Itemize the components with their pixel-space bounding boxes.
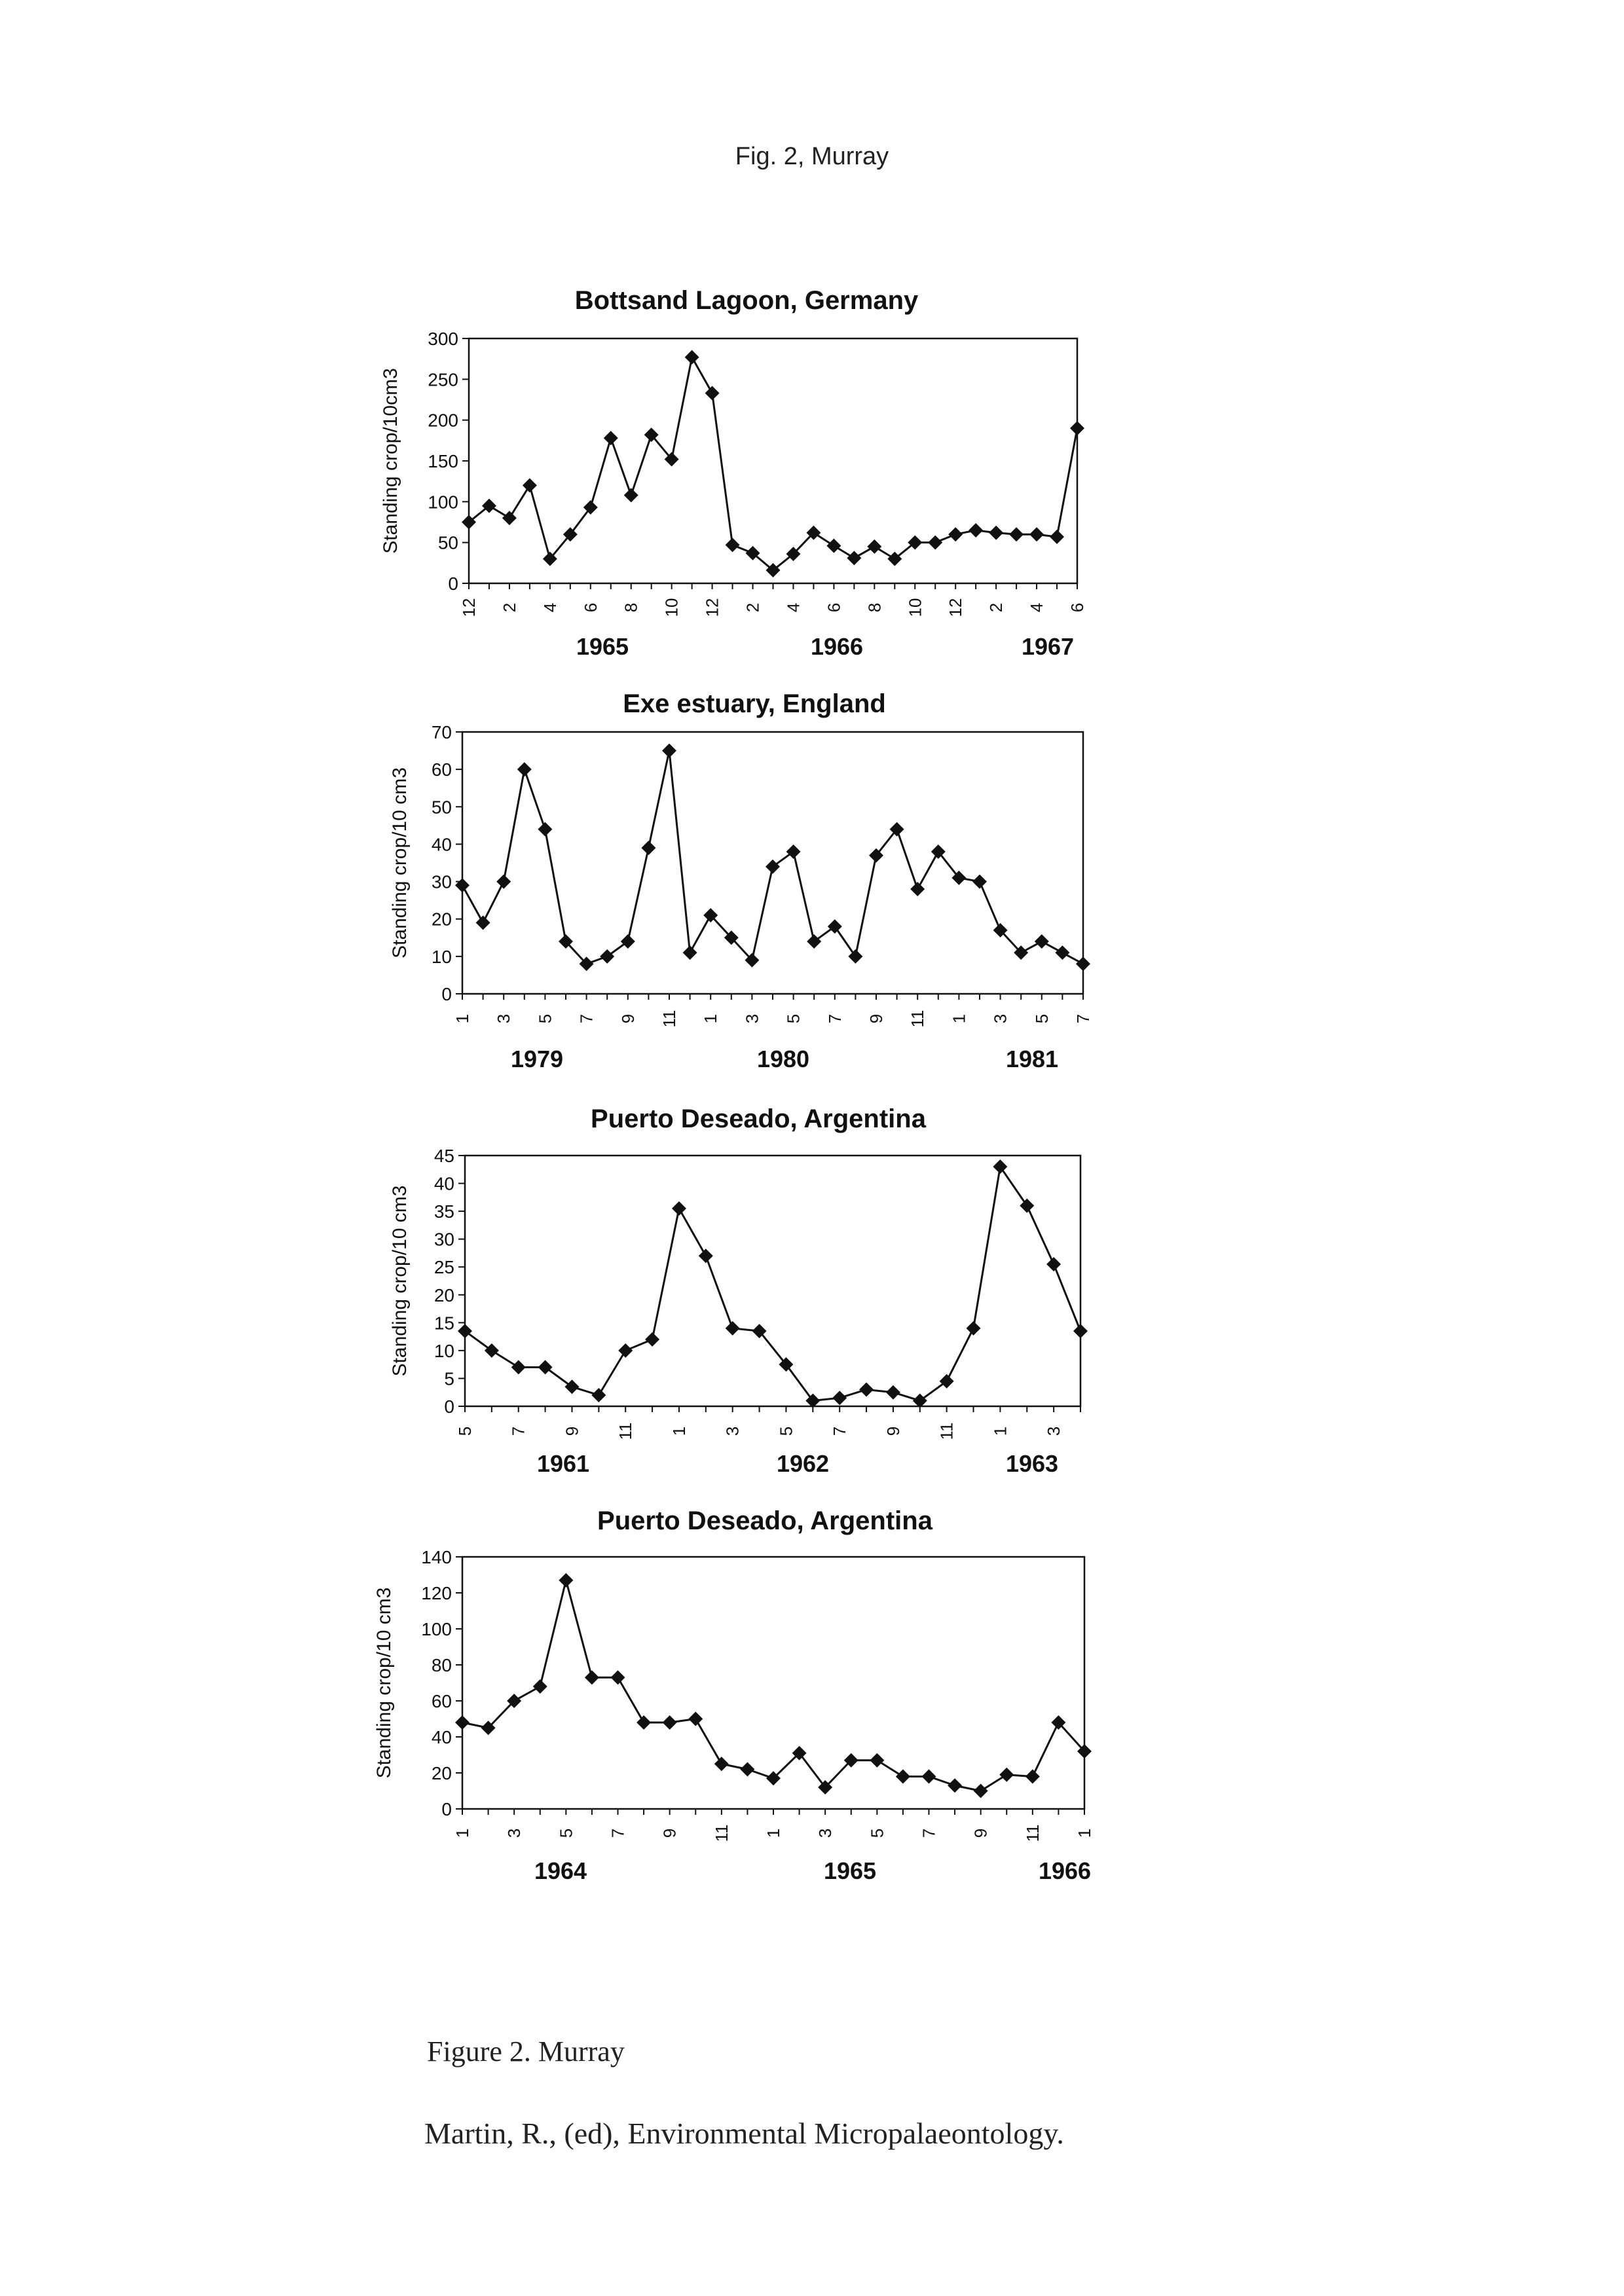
data-point — [826, 539, 841, 553]
figure-caption: Figure 2. Murray — [427, 2035, 625, 2068]
data-point — [705, 386, 720, 401]
series-line — [465, 1167, 1080, 1400]
x-tick-label: 12 — [459, 598, 479, 617]
data-point — [740, 1762, 754, 1777]
data-point — [847, 551, 861, 565]
data-point — [832, 1391, 847, 1405]
x-tick-label: 12 — [702, 598, 722, 617]
chart-1 — [380, 286, 1087, 660]
data-point — [886, 1385, 900, 1400]
x-tick-label: 3 — [504, 1828, 525, 1838]
year-label: 1964 — [534, 1857, 587, 1884]
x-tick-label: 4 — [1027, 602, 1047, 613]
data-point — [1055, 945, 1069, 960]
year-label: 1962 — [776, 1450, 830, 1477]
series-line — [469, 357, 1077, 570]
data-point — [1073, 1324, 1088, 1338]
x-tick-label: 7 — [576, 1013, 597, 1024]
y-tick-label: 0 — [441, 1799, 452, 1819]
data-point — [637, 1715, 651, 1730]
x-tick-label: 11 — [616, 1422, 636, 1440]
x-tick-label: 5 — [867, 1828, 887, 1838]
data-point — [583, 500, 598, 515]
data-point — [969, 523, 983, 538]
data-point — [699, 1248, 713, 1263]
data-point — [948, 527, 963, 541]
data-point — [585, 1670, 599, 1685]
data-point — [621, 934, 635, 949]
data-point — [662, 744, 676, 758]
data-point — [972, 875, 987, 889]
x-tick-label: 1 — [452, 1013, 472, 1024]
year-label: 1965 — [576, 633, 629, 660]
y-tick-label: 100 — [421, 1619, 452, 1639]
x-tick-label: 9 — [970, 1828, 991, 1838]
data-point — [533, 1679, 547, 1694]
data-point — [1046, 1257, 1061, 1271]
x-tick-label: 6 — [580, 602, 600, 613]
y-tick-label: 20 — [431, 909, 452, 930]
y-tick-label: 30 — [434, 1229, 454, 1250]
x-tick-label: 3 — [815, 1828, 836, 1838]
x-tick-label: 7 — [608, 1828, 628, 1838]
x-tick-label: 9 — [866, 1013, 886, 1024]
y-tick-label: 100 — [428, 492, 458, 513]
reference-text: Martin, R., (ed), Environmental Micropalaeontology. — [424, 2117, 1064, 2150]
data-point — [511, 1360, 526, 1374]
x-tick-label: 1 — [669, 1426, 689, 1436]
x-tick-label: 7 — [1073, 1013, 1093, 1024]
y-tick-label: 250 — [428, 369, 458, 390]
x-tick-label: 12 — [946, 598, 966, 617]
data-point — [928, 536, 942, 550]
x-tick-label: 11 — [711, 1824, 731, 1842]
y-tick-label: 20 — [434, 1285, 454, 1305]
data-point — [726, 1321, 740, 1336]
y-tick-label: 40 — [434, 1173, 454, 1194]
x-tick-label: 3 — [1044, 1426, 1064, 1436]
x-tick-label: 5 — [556, 1828, 576, 1838]
data-point — [896, 1770, 910, 1784]
x-tick-label: 3 — [990, 1013, 1010, 1024]
data-point — [1035, 934, 1049, 949]
data-point — [1076, 957, 1090, 971]
x-tick-label: 8 — [621, 602, 641, 613]
y-tick-label: 0 — [448, 574, 458, 594]
data-point — [989, 526, 1003, 540]
y-tick-label: 5 — [444, 1368, 454, 1389]
x-tick-label: 1 — [949, 1013, 969, 1024]
data-point — [517, 762, 532, 776]
x-tick-label: 7 — [919, 1828, 939, 1838]
x-tick-label: 9 — [618, 1013, 638, 1024]
year-label: 1967 — [1021, 633, 1075, 660]
x-tick-label: 2 — [986, 602, 1006, 613]
x-tick-label: 10 — [905, 598, 925, 617]
x-tick-label: 5 — [1031, 1013, 1052, 1024]
x-tick-label: 7 — [830, 1426, 850, 1436]
data-point — [523, 478, 537, 492]
data-point — [867, 539, 881, 554]
x-tick-label: 11 — [936, 1422, 957, 1440]
x-tick-label: 11 — [1022, 1824, 1043, 1842]
year-label: 1980 — [756, 1046, 810, 1072]
data-point — [611, 1670, 625, 1685]
x-tick-label: 6 — [824, 602, 844, 613]
data-point — [967, 1321, 981, 1336]
data-point — [859, 1382, 874, 1396]
data-point — [1025, 1770, 1040, 1784]
data-point — [910, 882, 925, 896]
data-point — [645, 1332, 659, 1347]
data-point — [672, 1201, 686, 1216]
plot-area-frame — [465, 1156, 1080, 1406]
data-point — [683, 945, 697, 960]
data-point — [496, 875, 511, 889]
x-tick-label: 2 — [499, 602, 519, 613]
y-tick-label: 50 — [431, 797, 452, 818]
x-tick-label: 11 — [908, 1010, 928, 1028]
y-tick-label: 40 — [431, 834, 452, 855]
y-tick-label: 45 — [434, 1146, 454, 1166]
y-tick-label: 150 — [428, 451, 458, 471]
data-point — [948, 1778, 962, 1793]
x-tick-label: 7 — [508, 1426, 528, 1436]
y-tick-label: 10 — [434, 1340, 454, 1361]
y-tick-label: 35 — [434, 1201, 454, 1222]
x-tick-label: 5 — [535, 1013, 555, 1024]
x-tick-label: 4 — [783, 602, 803, 613]
x-tick-label: 8 — [864, 602, 885, 613]
data-point — [1029, 527, 1044, 541]
x-tick-label: 1 — [452, 1828, 472, 1838]
y-tick-label: 30 — [431, 871, 452, 892]
x-tick-label: 7 — [824, 1013, 845, 1024]
data-point — [786, 845, 801, 859]
y-axis-label: Standing crop/10 cm3 — [373, 1587, 395, 1779]
data-point — [940, 1374, 954, 1389]
series-line — [462, 751, 1083, 964]
x-tick-label: 9 — [562, 1426, 582, 1436]
data-point — [455, 878, 470, 892]
data-point — [502, 511, 517, 525]
x-tick-label: 2 — [743, 602, 763, 613]
x-tick-label: 1 — [1075, 1828, 1094, 1838]
x-tick-label: 5 — [783, 1013, 803, 1024]
y-tick-label: 80 — [431, 1655, 452, 1675]
x-tick-label: 1 — [990, 1426, 1010, 1436]
data-point — [591, 1388, 606, 1402]
y-tick-label: 0 — [444, 1396, 454, 1417]
x-tick-label: 11 — [659, 1010, 679, 1028]
y-tick-label: 70 — [431, 722, 452, 742]
data-point — [848, 949, 862, 964]
data-point — [766, 860, 780, 874]
y-tick-label: 300 — [428, 329, 458, 349]
data-point — [604, 431, 618, 445]
data-point — [714, 1757, 729, 1771]
x-tick-label: 6 — [1067, 602, 1087, 613]
y-tick-label: 15 — [434, 1313, 454, 1334]
data-point — [600, 949, 614, 964]
data-point — [538, 1360, 553, 1374]
data-point — [1020, 1199, 1034, 1213]
y-axis-label: Standing crop/10 cm3 — [389, 1185, 411, 1377]
x-tick-label: 4 — [540, 602, 560, 613]
data-point — [1009, 527, 1024, 541]
chart-2 — [389, 689, 1093, 1072]
y-tick-label: 20 — [431, 1763, 452, 1783]
x-tick-label: 1 — [764, 1828, 783, 1838]
y-axis-label: Standing crop/10cm3 — [380, 368, 401, 554]
year-label: 1981 — [1005, 1046, 1059, 1072]
y-tick-label: 140 — [421, 1547, 452, 1567]
data-point — [618, 1343, 633, 1358]
y-tick-label: 60 — [431, 759, 452, 780]
year-label: 1979 — [510, 1046, 564, 1072]
data-point — [1050, 530, 1064, 544]
data-point — [870, 1753, 884, 1768]
y-tick-label: 200 — [428, 410, 458, 431]
data-point — [974, 1784, 988, 1798]
data-point — [993, 1159, 1007, 1174]
data-point — [663, 1715, 677, 1730]
x-tick-label: 5 — [776, 1426, 796, 1436]
data-point — [458, 1324, 472, 1338]
year-label: 1961 — [536, 1450, 590, 1477]
data-point — [564, 1379, 579, 1394]
data-point — [641, 841, 655, 855]
y-axis-label: Standing crop/10 cm3 — [389, 767, 411, 958]
data-point — [538, 822, 552, 837]
data-point — [807, 934, 821, 949]
chart-title: Puerto Deseado, Argentina — [591, 1104, 926, 1133]
data-point — [688, 1712, 703, 1726]
data-point — [455, 1715, 470, 1730]
x-tick-label: 1 — [701, 1013, 721, 1024]
chart-title: Exe estuary, England — [623, 689, 886, 718]
x-tick-label: 9 — [659, 1828, 680, 1838]
x-tick-label: 3 — [722, 1426, 743, 1436]
data-point — [999, 1768, 1014, 1782]
y-tick-label: 120 — [421, 1583, 452, 1603]
x-tick-label: 3 — [742, 1013, 762, 1024]
y-tick-label: 0 — [441, 984, 452, 1004]
year-label: 1966 — [1038, 1857, 1092, 1884]
data-point — [685, 350, 699, 365]
data-point — [476, 915, 490, 930]
year-label: 1965 — [823, 1857, 877, 1884]
y-tick-label: 40 — [431, 1727, 452, 1747]
data-point — [922, 1770, 936, 1784]
y-tick-label: 60 — [431, 1691, 452, 1711]
x-tick-label: 3 — [494, 1013, 514, 1024]
chart-4 — [373, 1506, 1094, 1884]
year-label: 1966 — [810, 633, 864, 660]
chart-title: Puerto Deseado, Argentina — [597, 1506, 932, 1535]
chart-title: Bottsand Lagoon, Germany — [574, 286, 919, 315]
data-point — [726, 538, 740, 552]
x-tick-label: 10 — [661, 598, 682, 617]
data-point — [624, 488, 638, 502]
data-point — [1070, 421, 1084, 435]
data-point — [828, 919, 842, 934]
figure-header: Fig. 2, Murray — [735, 143, 889, 170]
y-tick-label: 50 — [437, 532, 458, 553]
x-tick-label: 9 — [883, 1426, 903, 1436]
data-point — [485, 1343, 499, 1358]
y-tick-label: 25 — [434, 1257, 454, 1278]
x-tick-label: 5 — [455, 1426, 475, 1436]
chart-3 — [389, 1104, 1088, 1477]
y-tick-label: 10 — [431, 946, 452, 967]
series-line — [462, 1580, 1084, 1791]
data-point — [559, 1573, 573, 1588]
year-label: 1963 — [1005, 1450, 1059, 1477]
